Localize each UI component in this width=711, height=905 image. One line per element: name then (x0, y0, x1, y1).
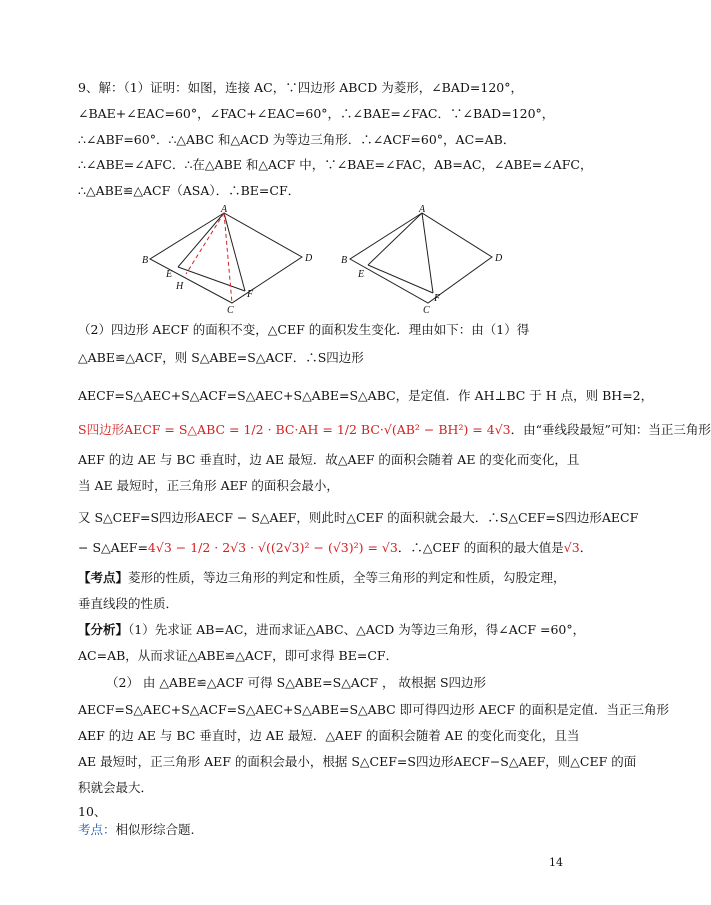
label-a-right: A (419, 204, 426, 215)
page-number: 14 (549, 856, 563, 869)
kaodian-text-1: 菱形的性质，等边三角形的判定和性质，全等三角形的判定和性质，勾股定理， (128, 570, 566, 585)
max-area-value-red: √3 (563, 540, 580, 555)
label-e-right: E (358, 269, 365, 280)
kaodian-line-1 (78, 570, 568, 586)
fenxi-line-4: AECF=S△AEC+S△ACF=S△AEC+S△ABE=S△ABC 即可得四边形 AECF 的面积是定值．当正三角形 (78, 702, 669, 717)
part2-line-8-a: − S△AEF= (78, 540, 148, 555)
part2-line-2: △ABE≌△ACF，则 S△ABE=S△ACF．∴S四边形 (78, 350, 364, 365)
q10-number: 10、 (78, 804, 107, 819)
label-c-left: C (227, 305, 234, 316)
fenxi-line-7: 积就会最大． (78, 780, 154, 795)
part2-line-8 (78, 540, 593, 556)
area-formula-rest: ．由“垂线段最短”可知：当正三角形 (510, 422, 711, 437)
fenxi-line-1 (78, 622, 586, 638)
fenxi-line-6: AE 最短时，正三角形 AEF 的面积会最小，根据 S△CEF=S四边形AECF−S△AEF，则△CEF 的面 (78, 754, 637, 769)
max-area-formula-red: 4√3 − 1/2 · 2√3 · √((2√3)² − (√3)²) = √3 (147, 540, 398, 555)
kaodian-line-2: 垂直线段的性质． (78, 596, 179, 611)
part2-line-1: （2）四边形 AECF 的面积不变，△CEF 的面积发生变化．理由如下：由（1）得 (78, 322, 530, 337)
figure-right (350, 213, 492, 303)
label-c-right: C (423, 305, 430, 316)
rhombus-figures (140, 205, 520, 315)
kaodian-label: 【考点】 (78, 570, 129, 585)
label-b-left: B (142, 255, 149, 266)
fenxi-text-1: （1）先求证 AB=AC，进而求证△ABC、△ACD 为等边三角形，得∠ACF =60°， (128, 622, 586, 637)
label-f-right: F (434, 293, 441, 304)
part2-line-6: 当 AE 最短时，正三角形 AEF 的面积会最小， (78, 478, 339, 493)
q9-line-1: 9、解：（1）证明：如图，连接 AC，∵四边形 ABCD 为菱形，∠BAD=120°， (78, 80, 523, 95)
fenxi-line-5: AEF 的边 AE 与 BC 垂直时，边 AE 最短．△AEF 的面积会随着 AE 的变化而变化，且当 (78, 728, 580, 743)
q9-line-3: ∴∠ABF=60°．∴△ABC 和△ACD 为等边三角形．∴∠ACF=60°，AC=AB． (78, 132, 516, 147)
label-e-left: E (166, 269, 173, 280)
q10-kaodian (78, 822, 568, 838)
label-b-right: B (341, 255, 348, 266)
label-d-right: D (495, 253, 503, 264)
q10-kaodian-label: 考点： (78, 822, 116, 837)
part2-line-5: AEF 的边 AE 与 BC 垂直时，边 AE 最短．故△AEF 的面积会随着 AE 的变化而变化，且 (78, 452, 580, 467)
q9-line-5: ∴△ABE≌△ACF（ASA）．∴BE=CF． (78, 183, 301, 198)
part2-line-7: 又 S△CEF=S四边形AECF − S△AEF，则此时△CEF 的面积就会最大．∴S△CEF=S四边形AECF (78, 510, 639, 525)
part2-line-8-b: ．∴△CEF 的面积的最大值是 (397, 540, 564, 555)
part2-line-8-c: ． (579, 540, 593, 555)
area-formula-red: S四边形AECF = S△ABC = 1/2 · BC·AH = 1/2 BC·√(AB² − BH²) = 4√3 (78, 422, 511, 437)
label-f-left: F (247, 289, 254, 300)
q9-line-4: ∴∠ABE=∠AFC．∴在△ABE 和△ACF 中，∵∠BAE=∠FAC，AB=AC，∠ABE=∠AFC， (78, 157, 593, 172)
q10-kaodian-text: 相似形综合题. (115, 822, 195, 837)
label-d-left: D (305, 253, 313, 264)
figure-left (150, 213, 302, 303)
label-a-left: A (221, 204, 228, 215)
fenxi-label: 【分析】 (78, 622, 129, 637)
part2-line-3: AECF=S△AEC+S△ACF=S△AEC+S△ABE=S△ABC，是定值．作 AH⊥BC 于 H 点，则 BH=2， (78, 388, 654, 403)
fenxi-line-3: （2） 由 △ABE≌△ACF 可得 S△ABE=S△ACF ， 故根据 S四边形 (106, 675, 487, 690)
q9-line-2: ∠BAE+∠EAC=60°，∠FAC+∠EAC=60°，∴∠BAE=∠FAC．∵∠BAD=120°， (78, 106, 555, 121)
label-h-left: H (176, 281, 184, 292)
part2-line-4 (78, 422, 711, 438)
fenxi-line-2: AC=AB，从而求证△ABE≌△ACF，即可求得 BE=CF． (78, 648, 399, 663)
